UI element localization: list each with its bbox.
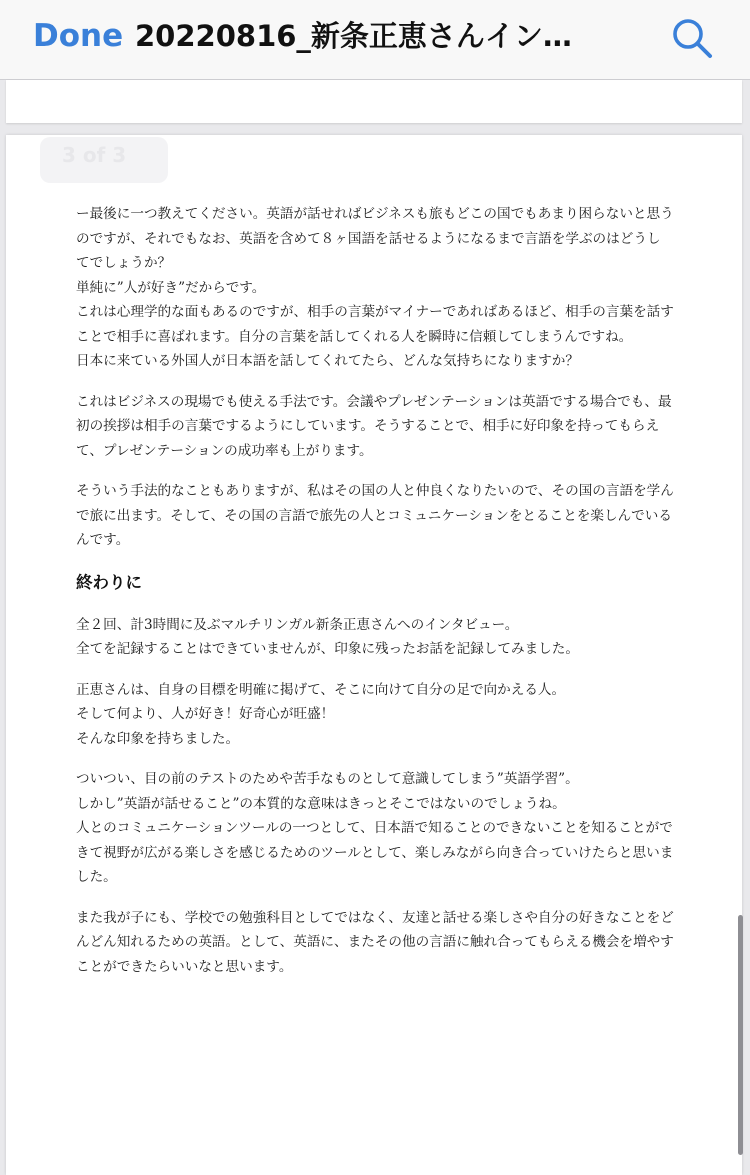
done-button[interactable]: Done: [33, 18, 124, 54]
question-paragraph: ー最後に一つ教えてください。英語が話せればビジネスも旅もどこの国でもあまり困らないと思うのですが、それでもなお、英語を含めて８ヶ国語を話せるようになるまで言語を学ぶのはどうしてでしょうか？: [76, 206, 674, 271]
closing-paragraph: また我が子にも、学校での勉強科目としてではなく、友達と話せる楽しさや自分の好きなことをどんどん知れるための英語。として、英語に、またその他の言語に触れ合ってもらえる機会を増やすことができたらいいなと思います。: [76, 909, 674, 975]
section-heading: 終わりに: [76, 572, 142, 592]
closing-line: しかし”英語が話せること”の本質的な意味はきっとそこではないのでしょうね。: [76, 795, 566, 812]
page-content: [76, 202, 674, 979]
previous-page: [6, 80, 742, 123]
search-button[interactable]: [668, 14, 716, 62]
closing-line: 全２回、計3時間に及ぶマルチリンガル新条正恵さんへのインタビュー。: [76, 616, 519, 633]
page-indicator-label: 3 of 3: [62, 143, 127, 167]
search-icon: [668, 14, 716, 62]
answer-paragraph: 日本に来ている外国人が日本語を話してくれてたら、どんな気持ちになりますか？: [76, 353, 579, 369]
answer-paragraph: 単純に”人が好き”だからです。: [76, 279, 266, 296]
answer-paragraph: そういう手法的なこともありますが、私はその国の人と仲良くなりたいので、その国の言語を学んで旅に出ます。そして、その国の言語で旅先の人とコミュニケーションをとることを楽しんでいるんです。: [76, 483, 674, 548]
closing-line: そんな印象を持ちました。: [76, 730, 240, 747]
scroll-indicator[interactable]: [738, 915, 743, 1155]
answer-paragraph: これは心理学的な面もあるのですが、相手の言葉がマイナーであればあるほど、相手の言葉を話すことで相手に喜ばれます。自分の言葉を話してくれる人を瞬時に信頼してしまうんですね。: [76, 304, 674, 345]
closing-line: 正恵さんは、自身の目標を明確に掲げて、そこに向けて自分の足で向かえる人。: [76, 681, 566, 698]
document-page: [6, 135, 742, 1175]
closing-line: そして何より、人が好き！好奇心が旺盛！: [76, 706, 335, 722]
page-indicator-badge: [40, 137, 168, 183]
navigation-bar: [0, 0, 750, 80]
answer-paragraph: これはビジネスの現場でも使える手法です。会議やプレゼンテーションは英語でする場合でも、最初の挨拶は相手の言葉でするようにしています。そうすることで、相手に好印象を持ってもらえて、プレゼンテーションの成功率も上がります。: [76, 393, 672, 459]
document-title: 20220816_新条正恵さんイン…: [135, 19, 572, 53]
closing-line: 人とのコミュニケーションツールの一つとして、日本語で知ることのできないことを知ることができて視野が広がる楽しさを感じるためのツールとして、楽しみながら向き合っていけたらと思いました。: [76, 820, 674, 885]
closing-line: 全てを記録することはできていませんが、印象に残ったお話を記録してみました。: [76, 641, 579, 657]
closing-line: ついつい、目の前のテストのためや苦手なものとして意識してしまう”英語学習”。: [76, 771, 579, 787]
